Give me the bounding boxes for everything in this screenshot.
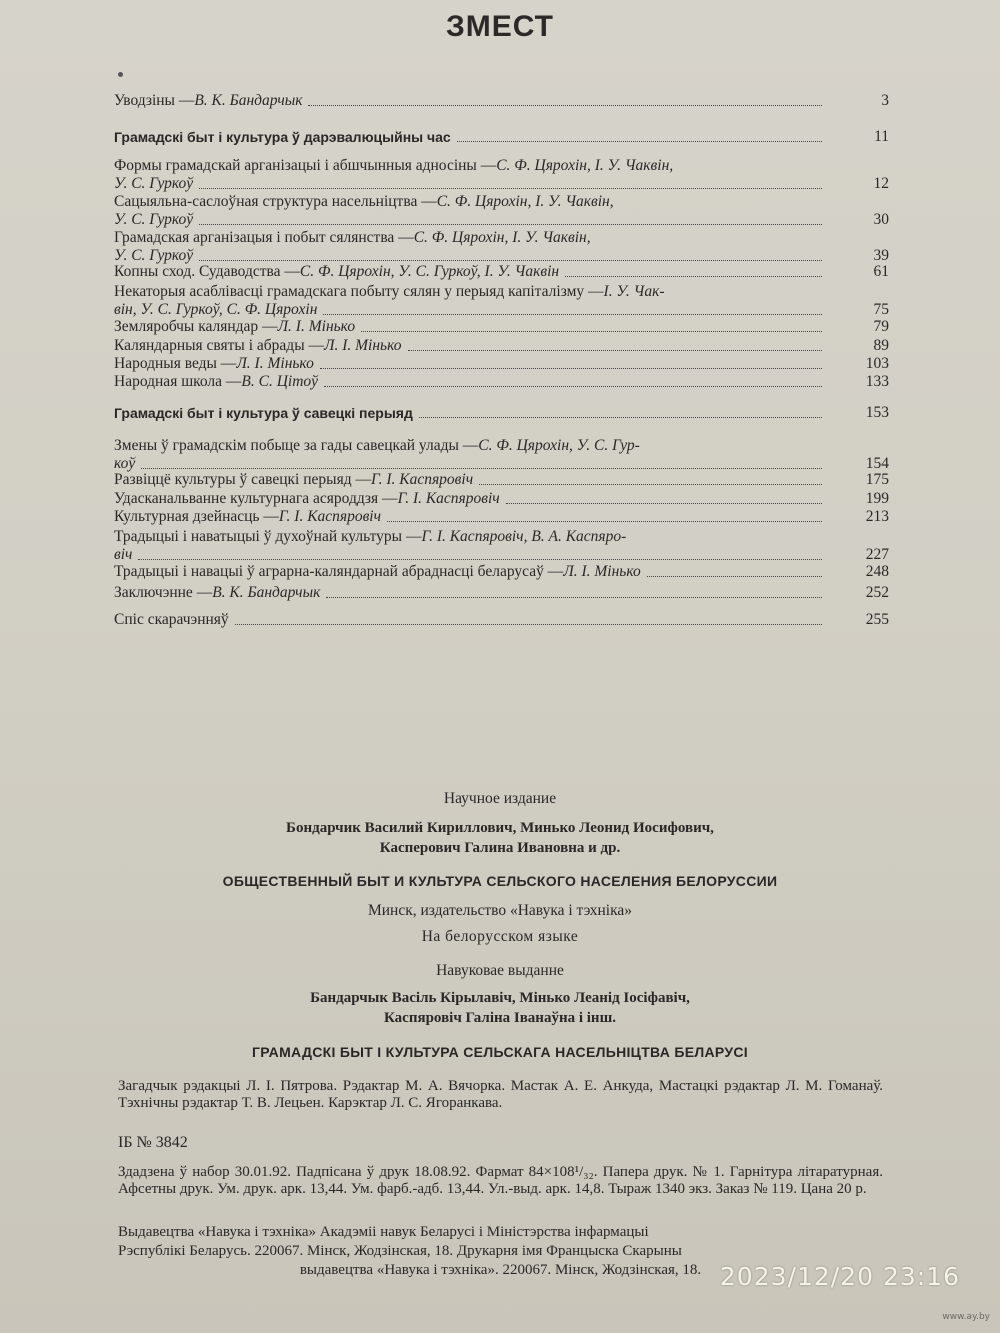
toc-entry-title: Грамадскі быт і культура ў савецкі перыяд [114,405,413,421]
toc-page-number: 30 [873,211,889,228]
toc-leader-dots [235,611,822,625]
toc-entry-author: С. Ф. Цярохін, І. У. Чаквін, [496,157,674,174]
print-details: Здадзена ў набор 30.01.92. Падпісана ў друк 18.08.92. Фармат 84×108¹/₃₂. Папера друк. № 1. Гарнітура літаратурная. Афсетны друк. Ум. друк. арк. 13,44. Ум. фарб.-адб. 13,44. Ул.-выд. арк. 14,8. Тыраж 1340 экз. Заказ № 119. Цана 20 р. [118,1164,883,1197]
toc-leader-dots [387,508,822,522]
toc-entry-author: Л. І. Мінько [323,337,402,354]
toc-entry-title: Культурная дзейнасць — [114,508,279,525]
toc-page-number: 252 [865,584,889,601]
toc-page-number: 79 [873,318,889,335]
toc-row [114,563,889,581]
toc-leader-dots [141,455,822,469]
publisher-line-1: Выдавецтва «Навука і тэхніка» Акадэміі навук Беларусі і Міністэрства інфармацыі [118,1224,649,1240]
toc-entry-author-cont: коў [114,455,136,472]
toc-section-row [114,404,889,422]
page-title: ЗМЕСТ [445,10,555,43]
toc-leader-dots [320,355,822,369]
toc-leader-dots [199,247,822,261]
toc-entry-author: В. С. Цітоў [241,373,319,390]
toc-leader-dots [419,404,822,418]
toc-page-number: 227 [865,546,889,563]
toc-leader-dots [199,175,822,189]
toc-page-number: 75 [873,301,889,318]
ru-type: Научное издание [443,790,557,807]
toc-entry-author: Л. І. Мінько [236,355,314,372]
toc-entry-author: С. Ф. Цярохін, У. С. Гур- [478,437,640,454]
ru-authors-2: Касперович Галина Ивановна и др. [379,840,621,856]
toc-row [114,92,889,110]
toc-entry-author: І. У. Чак- [603,283,665,300]
toc-page-number: 103 [865,355,889,372]
toc-entry-title: Земляробчы каляндар — [114,318,278,335]
toc-row [114,355,889,373]
toc-page-number: 199 [865,490,889,507]
toc-entry-author: В. К. Бандарчык [194,92,303,109]
toc-entry-title: Спіс скарачэнняў [114,611,229,628]
toc-leader-dots [324,373,822,387]
toc-entry-author-cont: У. С. Гуркоў [114,247,194,264]
toc-row [114,229,889,265]
toc-entry-title: Копны сход. Судаводства — [114,263,300,280]
toc-row [114,611,889,629]
toc-entry-title: Удасканальванне культурнага асяроддзя — [114,490,398,507]
toc-row [114,373,889,391]
toc-entry-author-cont: віч [114,546,133,563]
toc-page-number: 175 [865,471,889,488]
toc-page-number: 11 [874,128,889,145]
toc-entry-author-cont: він, У. С. Гуркоў, С. Ф. Цярохін [114,301,318,318]
toc-entry-title: Народная школа — [114,373,242,390]
editors-block: Загадчык рэдакцыі Л. І. Пятрова. Рэдактар М. А. Вячорка. Мастак А. Е. Анкуда, Мастацкі рэдактар Л. М. Гоманаў. Тэхнічны рэдактар Т. В. Лецьен. Карэктар Л. С. Ягоранкава. [118,1078,883,1111]
toc-leader-dots [326,584,822,598]
publisher-line-2: Рэспублікі Беларусь. 220067. Мінск, Жодзінская, 18. Друкарня імя Францыска Скарыны [118,1243,682,1259]
toc-entry-author: С. Ф. Цярохін, І. У. Чаквін, [413,229,591,246]
toc-page-number: 255 [865,611,889,628]
toc-page-number: 154 [865,455,889,472]
toc-row [114,157,889,193]
photo-timestamp: 2023/12/20 23:16 [719,1262,960,1291]
ink-dot [118,72,123,77]
toc-entry-author: В. К. Бандарчык [212,584,321,601]
toc-entry-title: Традыцыі і навацыі ў аграрна-каляндарнай абраднасці беларусаў — [114,563,564,580]
toc-page-number: 61 [873,263,889,280]
toc-leader-dots [308,92,822,106]
toc-page-number: 213 [865,508,889,525]
toc-section-row [114,128,889,146]
by-type: Навуковае выданне [436,962,564,979]
toc-row [114,528,889,564]
toc-page-number: 89 [873,337,889,354]
toc-entry-author-cont: У. С. Гуркоў [114,175,194,192]
toc-entry-title: Народныя веды — [114,355,237,372]
toc-page-number: 12 [873,175,889,192]
toc-entry-author-cont: У. С. Гуркоў [114,211,194,228]
toc-entry-title: Заключэнне — [114,584,213,601]
toc-page-number: 3 [881,92,889,109]
toc-leader-dots [479,471,822,485]
toc-entry-author: Г. І. Каспяровіч [370,471,474,488]
toc-page-number: 39 [873,247,889,264]
toc-leader-dots [506,490,822,504]
toc-page-number: 153 [865,404,889,421]
toc-row [114,283,889,319]
toc-entry-title: Уводзіны — [114,92,195,109]
toc-row [114,471,889,489]
toc-entry-author: С. Ф. Цярохін, І. У. Чаквін, [436,193,614,210]
publisher-line-3: выдавецтва «Навука і тэхніка». 220067. Мінск, Жодзінская, 18. [299,1262,702,1278]
toc-row [114,584,889,602]
ru-publisher: Минск, издательство «Навука і тэхніка» [367,902,633,919]
by-authors-1: Бандарчык Васіль Кірылавіч, Мінько Леанід Іосіфавіч, [310,990,690,1006]
toc-entry-author: Г. І. Каспяровіч [278,508,381,525]
toc-entry-title: Развіццё культуры ў савецкі перыяд — [114,471,371,488]
toc-entry-author: Г. І. Каспяровіч [397,490,500,507]
toc-entry-title: Грамадская арганізацыя і побыт сялянства — [114,229,414,246]
toc-row [114,490,889,508]
toc-leader-dots [323,301,822,315]
toc-leader-dots [199,211,822,225]
toc-leader-dots [138,546,822,560]
toc-row [114,508,889,526]
toc-leader-dots [647,563,822,577]
toc-row [114,437,889,473]
toc-entry-title: Грамадскі быт і культура ў дарэвалюцыйны час [114,129,451,145]
toc-entry-title: Некаторыя асаблівасці грамадскага побыту сялян у перыяд капіталізму — [114,283,604,300]
ru-title: ОБЩЕСТВЕННЫЙ БЫТ И КУЛЬТУРА СЕЛЬСКОГО НАСЕЛЕНИЯ БЕЛОРУССИИ [222,873,778,889]
by-authors-2: Каспяровіч Галіна Іванаўна і інш. [384,1010,616,1026]
toc-leader-dots [457,128,822,142]
toc-entry-author: Л. І. Мінько [277,318,356,335]
ib-number: ІБ № 3842 [118,1134,188,1151]
site-watermark: www.ay.by [942,1312,990,1322]
by-title: ГРАМАДСКІ БЫТ І КУЛЬТУРА СЕЛЬСКАГА НАСЕЛЬНІЦТВА БЕЛАРУСІ [252,1044,748,1060]
toc-row [114,193,889,229]
toc-entry-title: Каляндарныя святы і абрады — [114,337,324,354]
toc-page-number: 248 [865,563,889,580]
toc-entry-title: Сацыяльна-саслоўная структура насельніцтва — [114,193,437,210]
toc-entry-title: Традыцыі і наватыцыі ў духоўнай культуры — [114,528,422,545]
toc-row [114,318,889,336]
toc-row [114,263,889,281]
toc-entry-title: Формы грамадскай арганізацыі і абшчынныя адносіны — [114,157,497,174]
toc-entry-author: С. Ф. Цярохін, У. С. Гуркоў, І. У. Чаквін [299,263,560,280]
toc-entry-author: Г. І. Каспяровіч, В. А. Каспяро- [421,528,627,545]
toc-leader-dots [361,318,822,332]
toc-page-number: 133 [865,373,889,390]
toc-entry-author: Л. І. Мінько [563,563,641,580]
ru-language: На белорусском языке [421,928,579,945]
toc-leader-dots [565,263,822,277]
toc-row [114,337,889,355]
toc-entry-title: Змены ў грамадскім побыце за гады савецкай улады — [114,437,479,454]
ru-authors-1: Бондарчик Василий Кириллович, Минько Леонид Иосифович, [286,820,714,836]
toc-leader-dots [408,337,822,351]
